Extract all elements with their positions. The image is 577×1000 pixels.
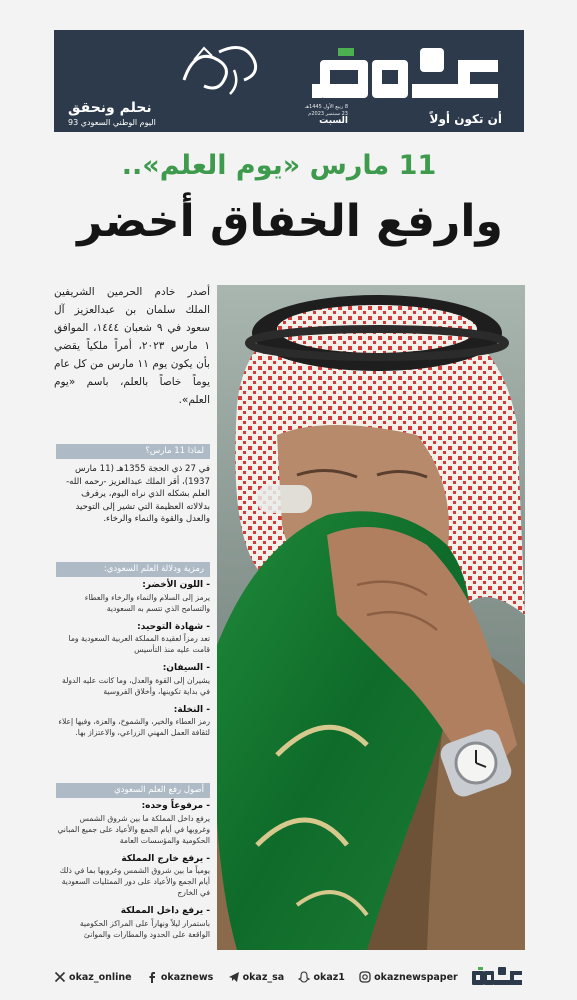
section-title-flag-symbolism: رمزية ودلالة العلم السعودي: <box>56 562 210 577</box>
item-text: يشيران إلى القوة والعدل، وما كانت عليه الدولة في بداية تكوينها، وأخلاق الفروسية <box>62 675 210 696</box>
national-day-subtitle: اليوم الوطني السعودي 93 <box>68 118 156 127</box>
okaz-footer-logo <box>472 967 524 987</box>
photo-illustration <box>217 285 525 950</box>
social-handle: okaz_sa <box>242 971 285 983</box>
social-snapchat[interactable] <box>298 971 344 983</box>
day-name: السبت <box>319 116 348 126</box>
section-title-why-march-11: لماذا 11 مارس؟ <box>56 444 210 459</box>
masthead <box>54 30 524 132</box>
okaz-logo <box>312 44 502 106</box>
social-handle: okaz1 <box>313 971 345 983</box>
item-heading: - يرفع خارج المملكة <box>121 853 210 864</box>
section-list-flag-symbolism <box>56 572 210 738</box>
slogan: أن تكون أولاً <box>429 112 502 126</box>
section-text-why-march-11: في 27 ذي الحجة 1355هـ (11 مارس 1937)، أقر الملك عبدالعزيز -رحمه الله- العلم بشكله الذي نراه اليوم، يرفرف بدلالاته العظيمة التي تشير إلى التوحيد والعدل والقوة والنماء والرخاء. <box>66 464 210 524</box>
item-heading: - اللون الأخضر: <box>142 580 210 590</box>
footer-bar <box>54 962 524 992</box>
item-heading: - السيفان: <box>162 663 210 673</box>
item-heading: - يرفع داخل المملكة <box>120 906 210 916</box>
snapchat-icon <box>298 971 310 983</box>
item-text: يرمز إلى السلام والنماء والرخاء والعطاء والتسامح الذي تتسم به السعودية <box>84 592 210 613</box>
item-text: يومياً ما بين شروق الشمس وغروبها بما في ذلك أيام الجمع والأعياد على دور الممثليات السعودية في الخارج <box>59 866 210 897</box>
social-telegram[interactable] <box>228 971 285 983</box>
section-list-flag-raising-rules <box>56 793 210 940</box>
item-heading: - شهادة التوحيد: <box>137 621 210 632</box>
main-headline: وارفع الخفاق أخضر <box>77 196 503 247</box>
national-day-calligraphy <box>174 40 264 100</box>
social-handle: okaz_online <box>69 971 132 983</box>
social-x[interactable] <box>54 971 132 983</box>
item-text: يرفع داخل المملكة ما بين شروق الشمس وغروبها في أيام الجمع والأعياد على جميع المباني الحكومية والمؤسسات العامة <box>57 813 210 845</box>
main-photo <box>217 285 525 950</box>
date-hijri: 8 ربيع الأول 1445هـ <box>304 104 348 110</box>
social-handle: okaznews <box>160 971 214 983</box>
social-facebook[interactable] <box>146 971 213 983</box>
item-text: رمز العطاء والخير، والشموخ، والعزة، وفيها إعلاء لثقافة العمل المهني الزراعي، والاعتزاز بها. <box>58 717 210 737</box>
item-heading: - مرفوعاً وحده: <box>141 801 210 811</box>
item-text: تعد رمزاً لعقيدة المملكة العربية السعودية وما قامت عليه منذ التأسيس <box>68 634 210 654</box>
national-day-title: نحلم ونحقق <box>68 100 152 116</box>
intro-paragraph: أصدر خادم الحرمين الشريفين الملك سلمان بن عبدالعزيز آل سعود في ٩ شعبان ١٤٤٤، الموافق ١ مارس ٢٠٢٣، أمراً ملكياً يقضي بأن يكون يوم ١١ مارس من كل عام يوماً خاصاً بالعلم، باسم «يوم العلم». <box>54 286 211 406</box>
social-handle: okaznewspaper <box>374 971 458 983</box>
item-heading: - النخلة: <box>173 704 210 715</box>
item-text: باستمرار ليلاً ونهاراً على المراكز الحكومية الواقعة على الحدود والمطارات والموانئ <box>79 918 210 939</box>
section-title-flag-raising-rules: أصول رفع العلم السعودي <box>56 783 210 798</box>
headline-kicker: 11 مارس «يوم العلم».. <box>121 150 437 181</box>
social-instagram[interactable] <box>359 971 458 983</box>
date-gregorian: 23 سبتمبر 2023م <box>308 111 348 117</box>
instagram-icon <box>359 971 371 983</box>
facebook-icon <box>146 971 158 983</box>
telegram-icon <box>228 971 240 983</box>
x-icon <box>54 971 66 983</box>
